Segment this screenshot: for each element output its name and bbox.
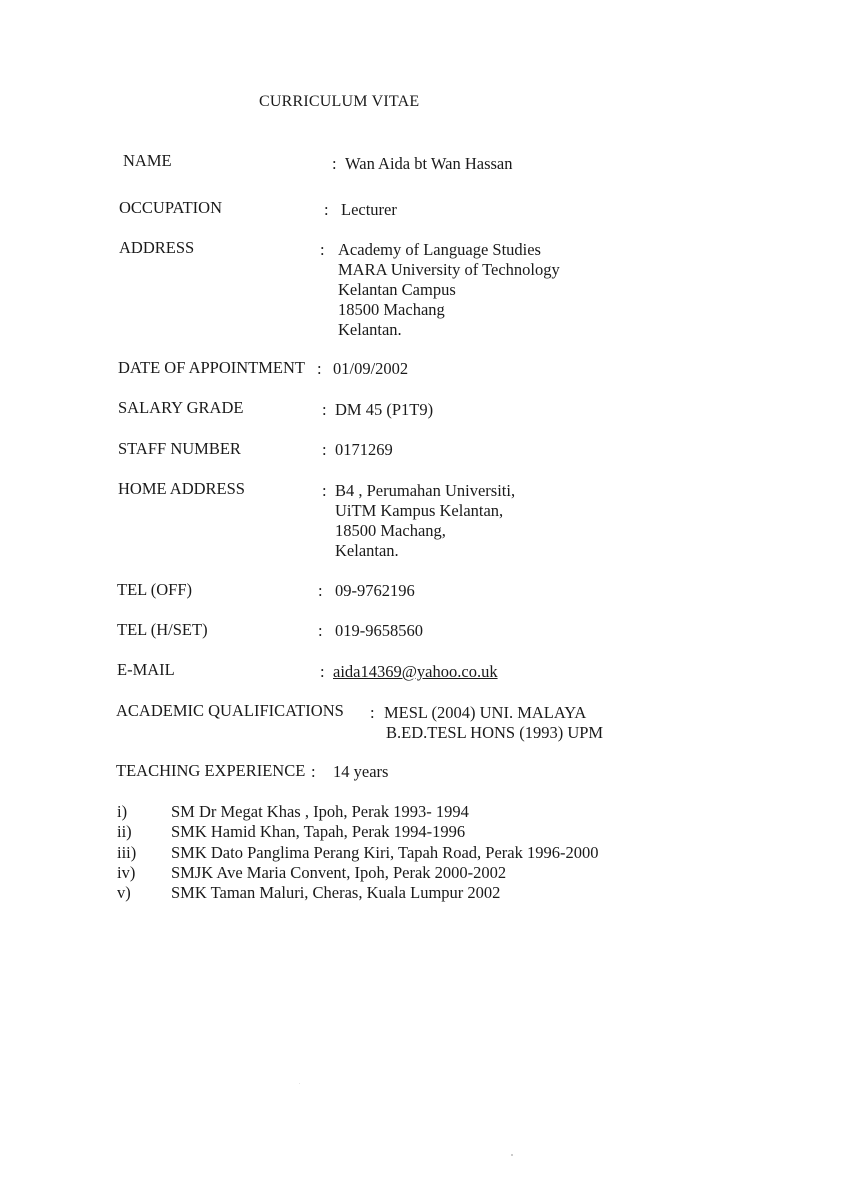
salary-grade-label: SALARY GRADE — [118, 398, 244, 417]
academic-qualifications-value — [384, 703, 603, 743]
address-line: Kelantan. — [338, 320, 402, 339]
experience-item: SMK Hamid Khan, Tapah, Perak 1994-1996 — [171, 822, 466, 841]
tel-off-value: 09-9762196 — [335, 581, 415, 600]
scan-speck — [511, 1154, 513, 1156]
tel-off-colon: : — [318, 581, 323, 600]
home-address-line: 18500 Machang, — [335, 521, 446, 540]
name-value: Wan Aida bt Wan Hassan — [345, 154, 513, 173]
qualification-line: B.ED.TESL HONS (1993) UPM — [386, 723, 604, 742]
address-line: MARA University of Technology — [338, 260, 560, 279]
name-label: NAME — [123, 151, 172, 170]
academic-qualifications-colon: : — [370, 703, 375, 722]
address-line: Academy of Language Studies — [338, 240, 541, 259]
teaching-experience-value: 14 years — [333, 762, 389, 781]
experience-number: v) — [117, 883, 131, 902]
home-address-value — [335, 481, 515, 561]
date-of-appointment-colon: : — [317, 359, 322, 378]
academic-qualifications-label: ACADEMIC QUALIFICATIONS — [116, 701, 344, 720]
email-colon: : — [320, 662, 325, 681]
experience-number: i) — [117, 802, 128, 821]
salary-grade-colon: : — [322, 400, 327, 419]
qualification-line: MESL (2004) UNI. MALAYA — [384, 703, 587, 722]
home-address-line: Kelantan. — [335, 541, 399, 560]
experience-number: ii) — [117, 822, 132, 841]
home-address-line: B4 , Perumahan Universiti, — [335, 481, 516, 500]
address-value — [338, 240, 560, 340]
date-of-appointment-value: 01/09/2002 — [333, 359, 409, 378]
teaching-experience-label: TEACHING EXPERIENCE — [116, 761, 306, 780]
experience-item: SMJK Ave Maria Convent, Ipoh, Perak 2000-2002 — [171, 863, 507, 882]
home-address-label: HOME ADDRESS — [118, 479, 245, 498]
name-colon: : — [332, 154, 337, 173]
teaching-experience-colon: : — [311, 762, 316, 781]
tel-hset-value: 019-9658560 — [335, 621, 423, 640]
tel-off-label: TEL (OFF) — [117, 580, 193, 599]
scan-speck — [299, 1083, 300, 1084]
experience-item: SM Dr Megat Khas , Ipoh, Perak 1993- 1994 — [171, 802, 469, 821]
experience-number: iii) — [117, 843, 137, 862]
occupation-label: OCCUPATION — [119, 198, 222, 217]
address-colon: : — [320, 240, 325, 259]
occupation-colon: : — [324, 200, 329, 219]
staff-number-label: STAFF NUMBER — [118, 439, 241, 458]
staff-number-colon: : — [322, 440, 327, 459]
salary-grade-value: DM 45 (P1T9) — [335, 400, 434, 419]
experience-item: SMK Taman Maluri, Cheras, Kuala Lumpur 2002 — [171, 883, 501, 902]
address-line: Kelantan Campus — [338, 280, 456, 299]
date-of-appointment-label: DATE OF APPOINTMENT — [118, 358, 306, 377]
address-label: ADDRESS — [119, 238, 195, 257]
home-address-line: UiTM Kampus Kelantan, — [335, 501, 504, 520]
email-label: E-MAIL — [117, 660, 175, 679]
home-address-colon: : — [322, 481, 327, 500]
tel-hset-colon: : — [318, 621, 323, 640]
address-line: 18500 Machang — [338, 300, 445, 319]
staff-number-value: 0171269 — [335, 440, 393, 459]
document-title: CURRICULUM VITAE — [259, 93, 420, 110]
tel-hset-label: TEL (H/SET) — [117, 620, 208, 639]
experience-number: iv) — [117, 863, 136, 882]
experience-item: SMK Dato Panglima Perang Kiri, Tapah Road, Perak 1996-2000 — [171, 843, 599, 862]
email-link[interactable]: aida14369@yahoo.co.uk — [333, 662, 498, 681]
occupation-value: Lecturer — [341, 200, 397, 219]
